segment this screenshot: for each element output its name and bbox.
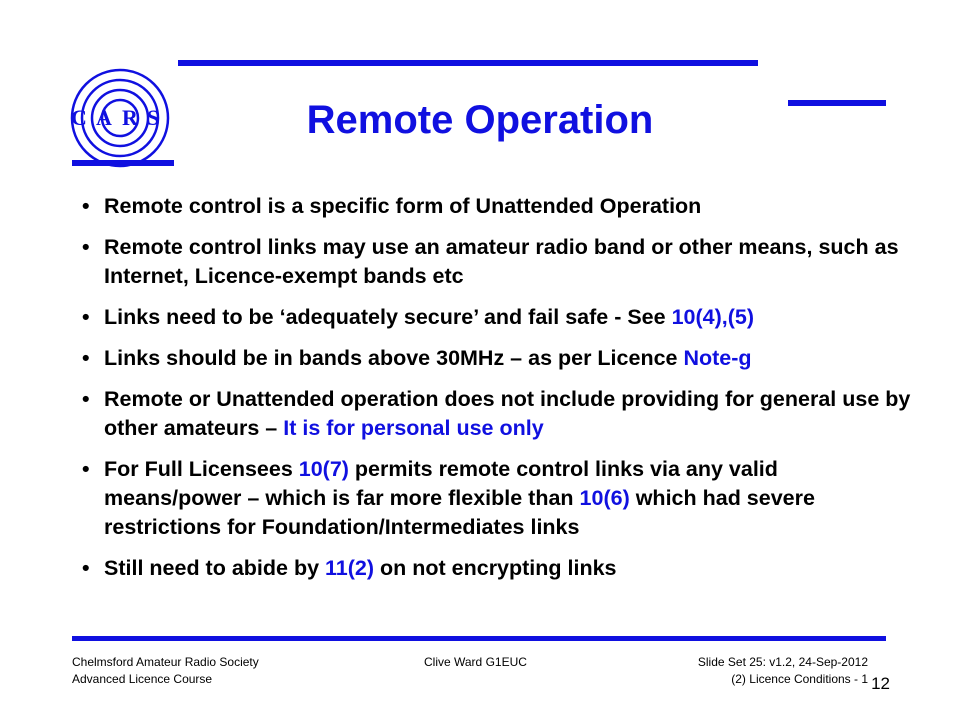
bullet-reference: 10(6) bbox=[579, 486, 630, 510]
footer-right bbox=[676, 654, 868, 688]
footer-section: (2) Licence Conditions - 1 bbox=[731, 672, 868, 686]
footer-society: Chelmsford Amateur Radio Society bbox=[72, 655, 259, 669]
footer-divider bbox=[72, 636, 886, 641]
bullet-reference: Note-g bbox=[683, 346, 752, 370]
bullet-reference: 11(2) bbox=[325, 556, 375, 580]
bullet-item bbox=[80, 233, 920, 291]
footer-slide-set: Slide Set 25: v1.2, 24-Sep-2012 bbox=[697, 655, 868, 669]
header-bar-top bbox=[178, 60, 758, 66]
bullet-text: Remote control is a specific form of Unattended Operation bbox=[104, 194, 702, 218]
bullet-reference: It is for personal use only bbox=[283, 416, 544, 440]
bullet-text: Links should be in bands above 30MHz – as per Licence bbox=[104, 346, 684, 370]
bullet-text: on not encrypting links bbox=[374, 556, 617, 580]
logo-letter-r: R bbox=[122, 105, 138, 130]
bullet-item bbox=[80, 303, 920, 332]
slide-title: Remote Operation bbox=[306, 98, 654, 142]
bullet-reference: 10(4),(5) bbox=[671, 305, 755, 329]
header-bar-right bbox=[788, 100, 886, 106]
logo-letter-a: A bbox=[96, 105, 112, 130]
bullet-list bbox=[80, 192, 920, 595]
bullet-item bbox=[80, 554, 920, 583]
bullet-text: Still need to abide by bbox=[104, 556, 326, 580]
page-number: 12 bbox=[871, 674, 890, 693]
bullet-text: permits remote control links via any valid means/power – which is far more flexible than bbox=[104, 457, 778, 510]
bullet-text: Links need to be ‘adequately secure’ and fail safe - See bbox=[104, 305, 672, 329]
logo-letter-s: S bbox=[147, 105, 160, 130]
footer-author: Clive Ward G1EUC bbox=[424, 655, 527, 669]
bullet-reference: 10(7) bbox=[298, 457, 349, 481]
cars-logo bbox=[68, 66, 172, 170]
bullet-item bbox=[80, 344, 920, 373]
bullet-item bbox=[80, 455, 920, 542]
bullet-text: which had severe restrictions for Foundation/Intermediates links bbox=[104, 486, 815, 539]
footer-course: Advanced Licence Course bbox=[72, 672, 213, 686]
logo-letter-c: C bbox=[71, 105, 87, 130]
bullet-item bbox=[80, 385, 920, 443]
bullet-text: For Full Licensees bbox=[104, 457, 299, 481]
bullet-text: Remote control links may use an amateur radio band or other means, such as Internet, Licence-exempt bands etc bbox=[104, 235, 899, 288]
footer-left bbox=[72, 654, 259, 688]
bullet-item bbox=[80, 192, 920, 221]
bullet-text: Remote or Unattended operation does not include providing for general use by other amateurs – bbox=[104, 387, 911, 440]
